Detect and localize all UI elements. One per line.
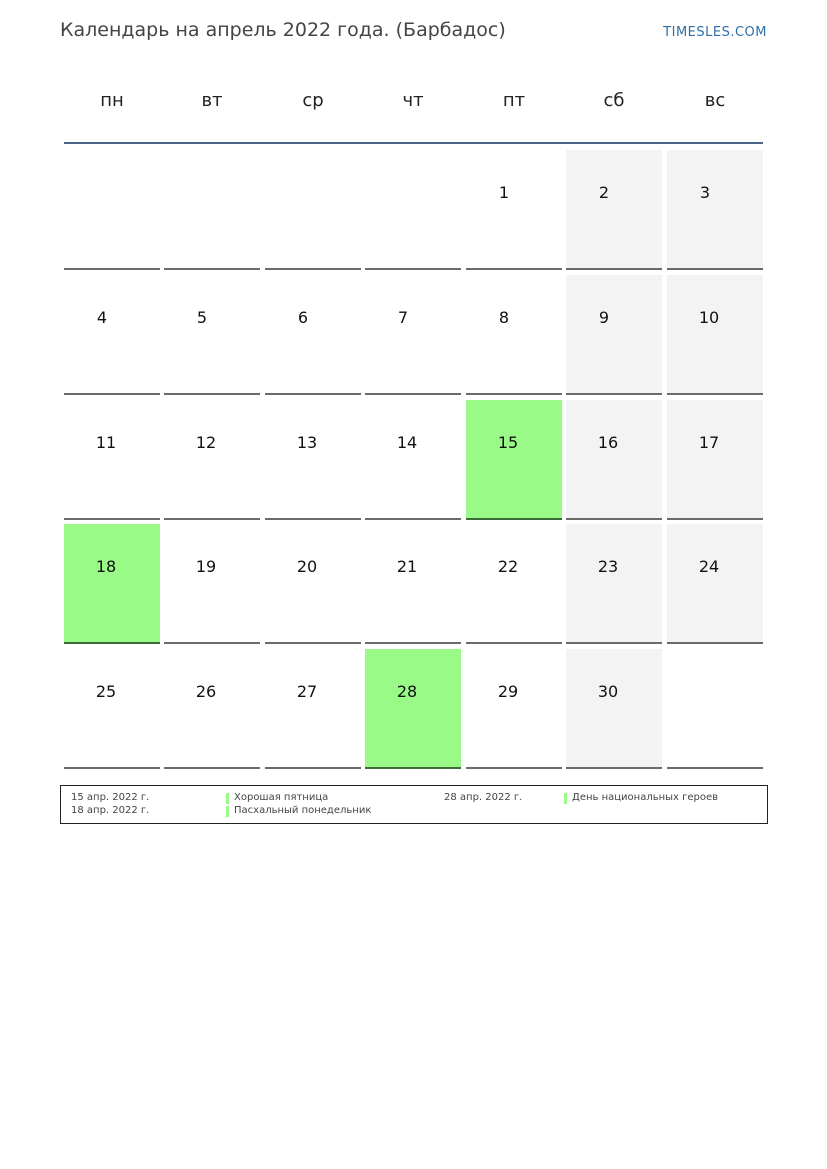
day-cell xyxy=(667,400,763,520)
day-cell xyxy=(164,400,260,520)
day-cell xyxy=(365,275,461,395)
day-number: 15 xyxy=(497,433,519,452)
day-cell xyxy=(64,150,160,270)
legend-holiday-name: Пасхальный понедельник xyxy=(234,805,372,816)
day-cell xyxy=(667,275,763,395)
day-number: 14 xyxy=(396,433,418,452)
day-number: 12 xyxy=(195,433,217,452)
day-cell xyxy=(265,275,361,395)
day-number: 17 xyxy=(698,433,720,452)
day-cell xyxy=(265,524,361,644)
day-number: 5 xyxy=(196,308,208,327)
weekday-label: вс xyxy=(704,90,726,111)
day-number: 11 xyxy=(95,433,117,452)
header-divider xyxy=(64,142,763,144)
day-cell xyxy=(64,275,160,395)
day-number: 1 xyxy=(498,183,510,202)
day-number: 23 xyxy=(597,557,619,576)
holiday-day-cell xyxy=(466,400,562,520)
day-number: 20 xyxy=(296,557,318,576)
day-number: 8 xyxy=(498,308,510,327)
legend-holiday-name: Хорошая пятница xyxy=(234,792,329,803)
weekday-label: чт xyxy=(402,90,424,111)
day-cell xyxy=(566,400,662,520)
day-cell xyxy=(566,150,662,270)
day-number: 16 xyxy=(597,433,619,452)
day-number: 6 xyxy=(297,308,309,327)
day-number: 13 xyxy=(296,433,318,452)
day-number: 4 xyxy=(96,308,108,327)
legend-color-swatch xyxy=(564,793,567,804)
legend-date: 18 апр. 2022 г. xyxy=(71,805,150,816)
day-cell xyxy=(64,400,160,520)
day-number: 18 xyxy=(95,557,117,576)
weekday-label: пт xyxy=(502,90,526,111)
day-number: 10 xyxy=(698,308,720,327)
day-cell xyxy=(667,524,763,644)
weekday-label: вт xyxy=(201,90,223,111)
weekday-label: ср xyxy=(302,90,324,111)
day-number: 24 xyxy=(698,557,720,576)
weekday-header xyxy=(63,90,763,120)
day-cell xyxy=(64,649,160,769)
weekday-label: пн xyxy=(100,90,124,111)
day-cell xyxy=(667,150,763,270)
holiday-day-cell xyxy=(365,649,461,769)
day-cell xyxy=(164,150,260,270)
day-number: 19 xyxy=(195,557,217,576)
holiday-legend xyxy=(60,785,768,824)
day-number: 9 xyxy=(598,308,610,327)
day-cell xyxy=(566,649,662,769)
day-number: 21 xyxy=(396,557,418,576)
day-cell xyxy=(466,524,562,644)
day-cell xyxy=(365,150,461,270)
day-number: 25 xyxy=(95,682,117,701)
day-number: 22 xyxy=(497,557,519,576)
day-cell xyxy=(566,275,662,395)
day-cell xyxy=(265,150,361,270)
day-cell xyxy=(365,400,461,520)
day-number: 7 xyxy=(397,308,409,327)
day-cell xyxy=(466,649,562,769)
legend-holiday-name: День национальных героев xyxy=(572,792,719,803)
day-number: 30 xyxy=(597,682,619,701)
day-cell xyxy=(466,150,562,270)
day-cell xyxy=(164,649,260,769)
legend-date: 28 апр. 2022 г. xyxy=(444,792,523,803)
weekday-label: сб xyxy=(603,90,625,111)
day-cell xyxy=(164,524,260,644)
day-number: 26 xyxy=(195,682,217,701)
holiday-day-cell xyxy=(64,524,160,644)
day-number: 28 xyxy=(396,682,418,701)
day-cell xyxy=(265,649,361,769)
legend-date: 15 апр. 2022 г. xyxy=(71,792,150,803)
day-cell xyxy=(667,649,763,769)
day-number: 2 xyxy=(598,183,610,202)
day-number: 29 xyxy=(497,682,519,701)
legend-color-swatch xyxy=(226,806,229,817)
day-cell xyxy=(164,275,260,395)
day-cell xyxy=(265,400,361,520)
day-number: 3 xyxy=(699,183,711,202)
page-title: Календарь на апрель 2022 года. (Барбадос) xyxy=(60,19,506,41)
day-cell xyxy=(365,524,461,644)
day-cell xyxy=(466,275,562,395)
day-cell xyxy=(566,524,662,644)
day-number: 27 xyxy=(296,682,318,701)
legend-color-swatch xyxy=(226,793,229,804)
site-link[interactable]: TIMESLES.COM xyxy=(663,25,767,40)
